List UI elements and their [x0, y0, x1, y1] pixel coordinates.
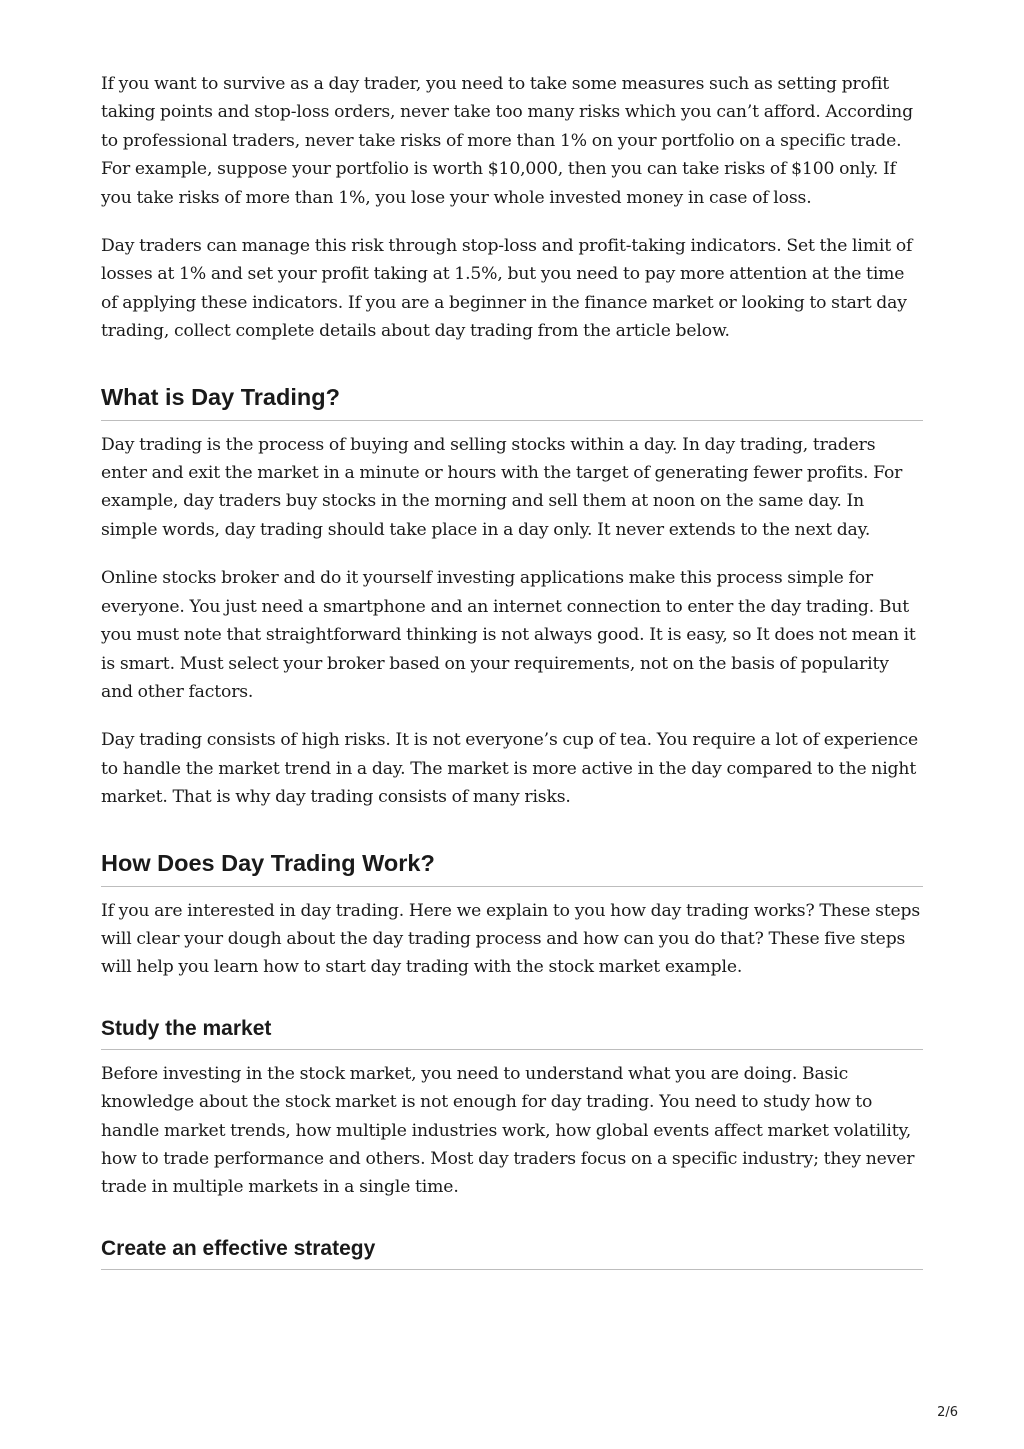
- heading-create-an-effective-strategy: Create an effective strategy: [101, 1236, 923, 1270]
- how-paragraph-1: If you are interested in day trading. Here we explain to you how day trading works? These steps will clear your dough about the day trading process and how can you do that? These five steps will help you learn how to start day trading with the stock market example.: [101, 900, 921, 978]
- heading-how-does-day-trading-work: How Does Day Trading Work?: [101, 848, 923, 887]
- heading-study-the-market: Study the market: [101, 1016, 923, 1050]
- intro-paragraph-2: Day traders can manage this risk through stop-loss and profit-taking indicators. Set the limit of losses at 1% and set your profit taking at 1.5%, but you need to pay more attention at the time of applying these indicators. If you are a beginner in the finance market or looking to start day trading, collect complete details about day trading from the article below.: [101, 236, 913, 342]
- article-content: [101, 70, 923, 1280]
- page-number: 2/6: [937, 1405, 958, 1420]
- study-paragraph-1: Before investing in the stock market, you need to understand what you are doing. Basic knowledge about the stock market is not enough for day trading. You need to study how to handle market trends, how multiple industries work, how global events affect market volatility, how to trade performance and others. Most day traders focus on a specific industry; they never trade in multiple markets in a single time.: [101, 1063, 915, 1198]
- intro-paragraph-1: If you want to survive as a day trader, you need to take some measures such as setting profit taking points and stop-loss orders, never take too many risks which you can’t afford. According to professional traders, never take risks of more than 1% on your portfolio on a specific trade. For example, suppose your portfolio is worth $10,000, then you can take risks of $100 only. If you take risks of more than 1%, you lose your whole invested money in case of loss.: [101, 74, 913, 208]
- what-paragraph-3: Day trading consists of high risks. It is not everyone’s cup of tea. You require a lot of experience to handle the market trend in a day. The market is more active in the day compared to the night market. That is why day trading consists of many risks.: [101, 730, 919, 808]
- heading-what-is-day-trading: What is Day Trading?: [101, 382, 923, 421]
- what-paragraph-1: Day trading is the process of buying and selling stocks within a day. In day trading, traders enter and exit the market in a minute or hours with the target of generating fewer profits. For example, day traders buy stocks in the morning and sell them at noon on the same day. In simple words, day trading should take place in a day only. It never extends to the next day.: [101, 434, 903, 540]
- what-paragraph-2: Online stocks broker and do it yourself investing applications make this process simple for everyone. You just need a smartphone and an internet connection to enter the day trading. But you must note that straightforward thinking is not always good. It is easy, so It does not mean it is smart. Must select your broker based on your requirements, not on the basis of popularity and other factors.: [101, 568, 916, 702]
